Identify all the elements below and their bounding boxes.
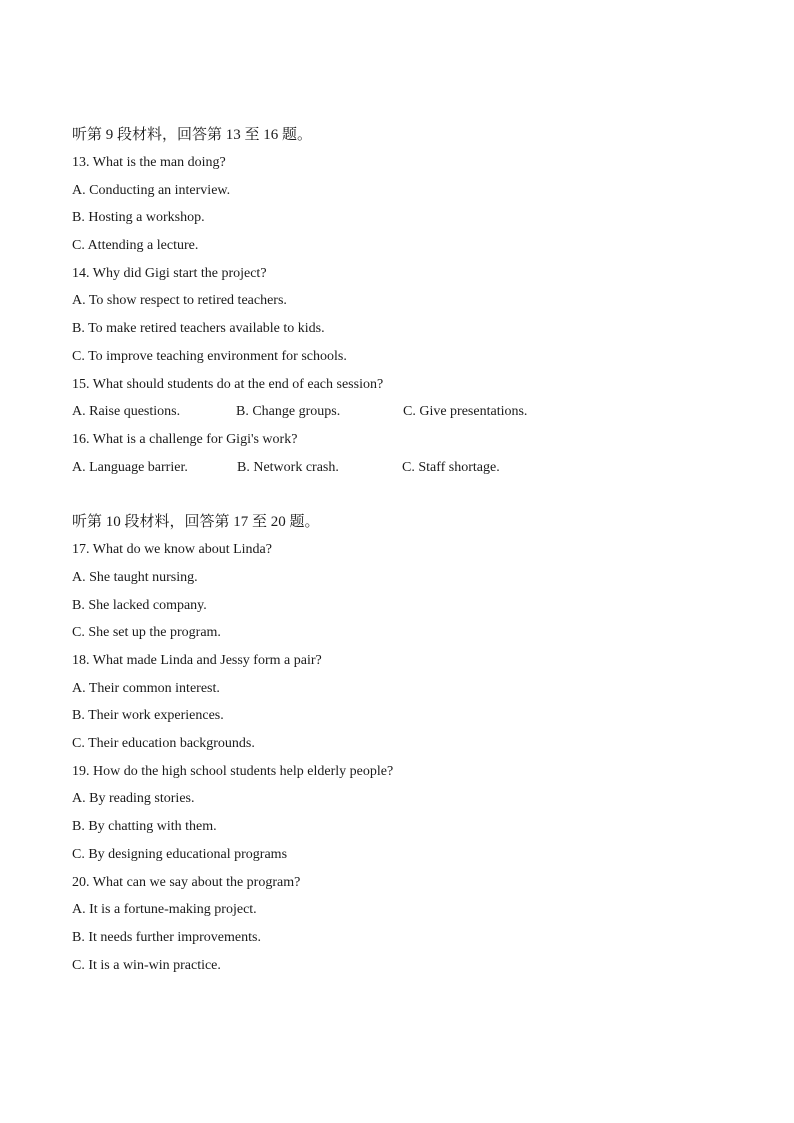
section-heading-9: 听第 9 段材料，回答第 13 至 16 题。	[72, 127, 313, 143]
question-14-option-b: B. To make retired teachers available to kids.	[72, 321, 325, 337]
question-16-option-b: B. Network crash.	[237, 459, 339, 475]
question-20-stem: 20. What can we say about the program?	[72, 874, 301, 890]
question-13-option-b: B. Hosting a workshop.	[72, 210, 205, 226]
section-heading-10: 听第 10 段材料，回答第 17 至 20 题。	[72, 514, 320, 531]
question-15-option-b: B. Change groups.	[236, 404, 341, 420]
question-15-option-a: A. Raise questions.	[72, 404, 181, 420]
question-19-stem: 19. How do the high school students help elderly people?	[72, 763, 394, 779]
question-16-option-a: A. Language barrier.	[72, 459, 188, 475]
question-17-stem: 17. What do we know about Linda?	[72, 542, 272, 558]
question-19-option-b: B. By chatting with them.	[72, 819, 217, 835]
question-17-option-c: C. She set up the program.	[72, 625, 221, 641]
question-15-option-c: C. Give presentations.	[403, 404, 528, 420]
question-15-options	[72, 398, 752, 426]
question-20-option-a: A. It is a fortune-making project.	[72, 902, 257, 918]
question-16-stem: 16. What is a challenge for Gigi's work?	[72, 431, 298, 447]
question-14-option-c: C. To improve teaching environment for schools.	[72, 348, 347, 364]
question-20-option-c: C. It is a win-win practice.	[72, 957, 221, 973]
question-17-option-b: B. She lacked company.	[72, 597, 207, 613]
question-16-option-c: C. Staff shortage.	[402, 459, 500, 475]
question-18-option-a: A. Their common interest.	[72, 680, 220, 696]
document-page	[72, 122, 752, 979]
question-18-option-c: C. Their education backgrounds.	[72, 736, 255, 752]
section-spacer	[72, 481, 752, 509]
question-20-option-b: B. It needs further improvements.	[72, 929, 261, 945]
question-14-stem: 14. Why did Gigi start the project?	[72, 265, 267, 281]
question-13-option-c: C. Attending a lecture.	[72, 238, 199, 254]
question-17-option-a: A. She taught nursing.	[72, 569, 198, 585]
question-13-stem: 13. What is the man doing?	[72, 155, 226, 170]
question-15-stem: 15. What should students do at the end of each session?	[72, 376, 384, 392]
question-16-options	[72, 454, 752, 482]
question-18-stem: 18. What made Linda and Jessy form a pair?	[72, 653, 322, 668]
question-19-option-c: C. By designing educational programs	[72, 846, 288, 862]
question-19-option-a: A. By reading stories.	[72, 791, 195, 807]
question-18-option-b: B. Their work experiences.	[72, 708, 224, 724]
question-13-option-a: A. Conducting an interview.	[72, 182, 231, 198]
question-14-option-a: A. To show respect to retired teachers.	[72, 293, 287, 309]
